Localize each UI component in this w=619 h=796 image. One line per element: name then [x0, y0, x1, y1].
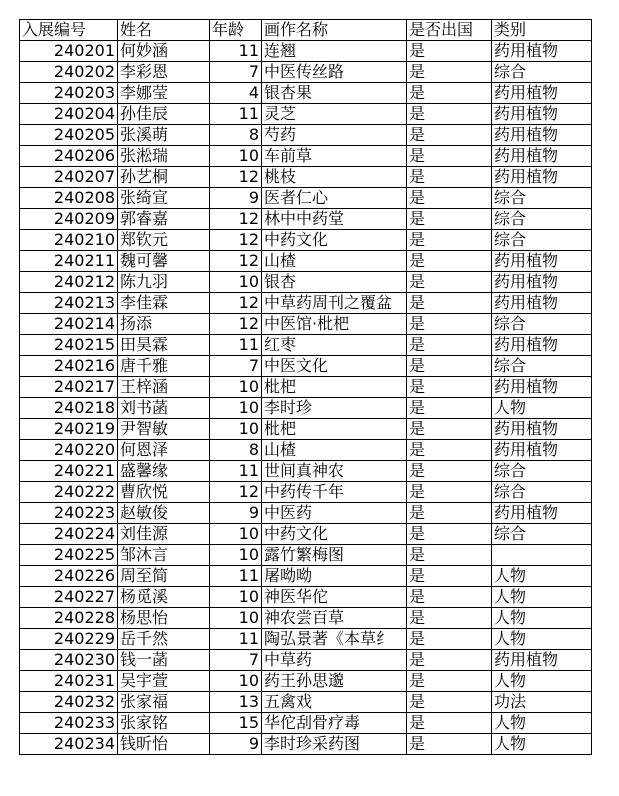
cell-title: 中草药周刊之覆盆: [262, 293, 407, 314]
table-row: [20, 440, 592, 461]
cell-name: 张溪萌: [118, 125, 210, 146]
cell-category: 综合: [492, 356, 592, 377]
cell-title: 灵芝: [262, 104, 407, 125]
cell-category: 综合: [492, 461, 592, 482]
cell-abroad: 是: [407, 524, 492, 545]
cell-id: 240216: [20, 356, 118, 377]
table-row: [20, 566, 592, 587]
cell-category: 药用植物: [492, 125, 592, 146]
cell-name: 周至简: [118, 566, 210, 587]
cell-age: 10: [210, 377, 262, 398]
cell-category: 人物: [492, 629, 592, 650]
cell-title: 药王孙思邈: [262, 671, 407, 692]
cell-name: 盛馨缘: [118, 461, 210, 482]
cell-age: 13: [210, 692, 262, 713]
table-row: [20, 356, 592, 377]
cell-id: 240212: [20, 272, 118, 293]
cell-id: 240219: [20, 419, 118, 440]
cell-title: 红枣: [262, 335, 407, 356]
table-row: [20, 377, 592, 398]
cell-title: 银杏果: [262, 83, 407, 104]
cell-title: 芍药: [262, 125, 407, 146]
cell-category: 综合: [492, 209, 592, 230]
cell-id: 240230: [20, 650, 118, 671]
cell-name: 魏可馨: [118, 251, 210, 272]
cell-name: 吴宇萱: [118, 671, 210, 692]
table-row: [20, 587, 592, 608]
cell-id: 240208: [20, 188, 118, 209]
cell-age: 10: [210, 587, 262, 608]
cell-name: 张家福: [118, 692, 210, 713]
cell-category: 药用植物: [492, 104, 592, 125]
cell-title: 五禽戏: [262, 692, 407, 713]
cell-abroad: 是: [407, 356, 492, 377]
cell-name: 孙艺桐: [118, 167, 210, 188]
cell-id: 240225: [20, 545, 118, 566]
cell-category: 人物: [492, 587, 592, 608]
table-row: [20, 104, 592, 125]
cell-age: 7: [210, 62, 262, 83]
cell-id: 240203: [20, 83, 118, 104]
cell-title: 车前草: [262, 146, 407, 167]
table-row: [20, 188, 592, 209]
table-row: [20, 62, 592, 83]
cell-age: 10: [210, 524, 262, 545]
table-row: [20, 251, 592, 272]
cell-category: 药用植物: [492, 83, 592, 104]
cell-title: 医者仁心: [262, 188, 407, 209]
cell-abroad: 是: [407, 272, 492, 293]
cell-age: 11: [210, 41, 262, 62]
cell-name: 尹智敏: [118, 419, 210, 440]
cell-id: 240217: [20, 377, 118, 398]
cell-abroad: 是: [407, 440, 492, 461]
header-row: [20, 20, 592, 41]
cell-id: 240233: [20, 713, 118, 734]
table-row: [20, 83, 592, 104]
table-row: [20, 482, 592, 503]
header-category: 类别: [492, 20, 592, 41]
header-name: 姓名: [118, 20, 210, 41]
cell-name: 陈九羽: [118, 272, 210, 293]
cell-abroad: 是: [407, 377, 492, 398]
cell-age: 10: [210, 146, 262, 167]
cell-abroad: 是: [407, 398, 492, 419]
cell-id: 240214: [20, 314, 118, 335]
cell-id: 240215: [20, 335, 118, 356]
cell-age: 15: [210, 713, 262, 734]
cell-title: 中医文化: [262, 356, 407, 377]
cell-category: 药用植物: [492, 293, 592, 314]
cell-age: 7: [210, 650, 262, 671]
cell-title: 桃枝: [262, 167, 407, 188]
cell-abroad: 是: [407, 293, 492, 314]
table-row: [20, 419, 592, 440]
cell-id: 240210: [20, 230, 118, 251]
cell-id: 240232: [20, 692, 118, 713]
cell-abroad: 是: [407, 734, 492, 755]
table-row: [20, 41, 592, 62]
cell-category: 人物: [492, 734, 592, 755]
header-age: 年龄: [210, 20, 262, 41]
cell-age: 12: [210, 251, 262, 272]
cell-category: 综合: [492, 314, 592, 335]
cell-title: 神农尝百草: [262, 608, 407, 629]
cell-category: 综合: [492, 62, 592, 83]
cell-id: 240213: [20, 293, 118, 314]
cell-category: 功法: [492, 692, 592, 713]
cell-name: 郑钦元: [118, 230, 210, 251]
cell-name: 曹欣悦: [118, 482, 210, 503]
cell-category: 药用植物: [492, 419, 592, 440]
cell-abroad: 是: [407, 608, 492, 629]
cell-title: 连翘: [262, 41, 407, 62]
table-row: [20, 293, 592, 314]
cell-id: 240231: [20, 671, 118, 692]
cell-id: 240211: [20, 251, 118, 272]
cell-age: 8: [210, 440, 262, 461]
table-row: [20, 461, 592, 482]
cell-category: 药用植物: [492, 335, 592, 356]
cell-category: [492, 545, 592, 566]
cell-id: 240229: [20, 629, 118, 650]
cell-abroad: 是: [407, 146, 492, 167]
cell-title: 林中中药堂: [262, 209, 407, 230]
cell-age: 11: [210, 566, 262, 587]
cell-name: 郭睿嘉: [118, 209, 210, 230]
cell-category: 药用植物: [492, 146, 592, 167]
cell-abroad: 是: [407, 692, 492, 713]
cell-abroad: 是: [407, 314, 492, 335]
cell-title: 山楂: [262, 251, 407, 272]
cell-abroad: 是: [407, 167, 492, 188]
cell-age: 11: [210, 104, 262, 125]
cell-abroad: 是: [407, 650, 492, 671]
cell-age: 10: [210, 272, 262, 293]
cell-name: 李娜莹: [118, 83, 210, 104]
header-title: 画作名称: [262, 20, 407, 41]
cell-abroad: 是: [407, 188, 492, 209]
table-row: [20, 608, 592, 629]
table-row: [20, 524, 592, 545]
cell-age: 12: [210, 209, 262, 230]
cell-abroad: 是: [407, 482, 492, 503]
cell-id: 240207: [20, 167, 118, 188]
cell-title: 露竹繁梅图: [262, 545, 407, 566]
cell-abroad: 是: [407, 209, 492, 230]
cell-abroad: 是: [407, 125, 492, 146]
cell-age: 11: [210, 335, 262, 356]
cell-id: 240234: [20, 734, 118, 755]
cell-category: 人物: [492, 713, 592, 734]
cell-category: 药用植物: [492, 650, 592, 671]
cell-category: 药用植物: [492, 272, 592, 293]
cell-name: 李佳霖: [118, 293, 210, 314]
cell-abroad: 是: [407, 566, 492, 587]
table-row: [20, 671, 592, 692]
cell-age: 12: [210, 482, 262, 503]
cell-age: 10: [210, 671, 262, 692]
cell-title: 枇杷: [262, 419, 407, 440]
cell-abroad: 是: [407, 461, 492, 482]
cell-age: 12: [210, 314, 262, 335]
cell-name: 钱昕怡: [118, 734, 210, 755]
cell-category: 药用植物: [492, 440, 592, 461]
cell-name: 赵敏俊: [118, 503, 210, 524]
cell-name: 张家铭: [118, 713, 210, 734]
cell-name: 王梓涵: [118, 377, 210, 398]
table-row: [20, 335, 592, 356]
cell-category: 综合: [492, 188, 592, 209]
cell-category: 人物: [492, 608, 592, 629]
cell-id: 240220: [20, 440, 118, 461]
cell-category: 人物: [492, 566, 592, 587]
cell-name: 杨思怡: [118, 608, 210, 629]
cell-title: 中医药: [262, 503, 407, 524]
cell-id: 240224: [20, 524, 118, 545]
cell-age: 12: [210, 293, 262, 314]
cell-name: 杨觅溪: [118, 587, 210, 608]
cell-id: 240209: [20, 209, 118, 230]
cell-id: 240223: [20, 503, 118, 524]
cell-name: 张绮宣: [118, 188, 210, 209]
cell-age: 12: [210, 230, 262, 251]
cell-title: 神医华佗: [262, 587, 407, 608]
cell-title: 中医馆·枇杷: [262, 314, 407, 335]
table-row: [20, 713, 592, 734]
cell-category: 综合: [492, 482, 592, 503]
cell-abroad: 是: [407, 629, 492, 650]
cell-abroad: 是: [407, 419, 492, 440]
table-row: [20, 650, 592, 671]
exhibit-table: [19, 19, 592, 755]
cell-title: 中药传千年: [262, 482, 407, 503]
cell-id: 240221: [20, 461, 118, 482]
cell-id: 240228: [20, 608, 118, 629]
cell-id: 240218: [20, 398, 118, 419]
cell-age: 9: [210, 734, 262, 755]
cell-id: 240226: [20, 566, 118, 587]
cell-id: 240222: [20, 482, 118, 503]
cell-title: 银杏: [262, 272, 407, 293]
cell-id: 240206: [20, 146, 118, 167]
cell-abroad: 是: [407, 713, 492, 734]
table-row: [20, 125, 592, 146]
cell-abroad: 是: [407, 104, 492, 125]
table-row: [20, 734, 592, 755]
cell-title: 中医传丝路: [262, 62, 407, 83]
cell-name: 扬添: [118, 314, 210, 335]
cell-category: 人物: [492, 671, 592, 692]
cell-title: 中药文化: [262, 524, 407, 545]
cell-title: 李时珍采药图: [262, 734, 407, 755]
table-row: [20, 692, 592, 713]
cell-category: 药用植物: [492, 377, 592, 398]
cell-name: 何妙涵: [118, 41, 210, 62]
cell-title: 中药文化: [262, 230, 407, 251]
cell-title: 李时珍: [262, 398, 407, 419]
cell-title: 山楂: [262, 440, 407, 461]
cell-category: 人物: [492, 398, 592, 419]
cell-age: 10: [210, 398, 262, 419]
cell-id: 240205: [20, 125, 118, 146]
table-row: [20, 146, 592, 167]
cell-name: 钱一菡: [118, 650, 210, 671]
cell-abroad: 是: [407, 62, 492, 83]
cell-id: 240202: [20, 62, 118, 83]
cell-name: 刘佳源: [118, 524, 210, 545]
table-row: [20, 167, 592, 188]
cell-age: 10: [210, 545, 262, 566]
cell-abroad: 是: [407, 230, 492, 251]
cell-name: 邹沐言: [118, 545, 210, 566]
cell-name: 刘书菡: [118, 398, 210, 419]
cell-category: 综合: [492, 524, 592, 545]
cell-age: 10: [210, 419, 262, 440]
cell-abroad: 是: [407, 671, 492, 692]
cell-abroad: 是: [407, 335, 492, 356]
cell-abroad: 是: [407, 41, 492, 62]
cell-title: 世间真神农: [262, 461, 407, 482]
cell-name: 田昊霖: [118, 335, 210, 356]
cell-category: 药用植物: [492, 167, 592, 188]
cell-id: 240227: [20, 587, 118, 608]
cell-title: 华佗刮骨疗毒: [262, 713, 407, 734]
cell-age: 12: [210, 167, 262, 188]
table-row: [20, 503, 592, 524]
cell-abroad: 是: [407, 587, 492, 608]
cell-abroad: 是: [407, 503, 492, 524]
cell-name: 唐千雅: [118, 356, 210, 377]
cell-name: 李彩恩: [118, 62, 210, 83]
header-abroad: 是否出国: [407, 20, 492, 41]
header-id: 入展编号: [20, 20, 118, 41]
cell-age: 11: [210, 461, 262, 482]
table-row: [20, 272, 592, 293]
table-row: [20, 314, 592, 335]
cell-age: 4: [210, 83, 262, 104]
table-row: [20, 398, 592, 419]
table-row: [20, 629, 592, 650]
cell-title: 陶弘景著《本草纟: [262, 629, 407, 650]
cell-category: 药用植物: [492, 503, 592, 524]
cell-category: 药用植物: [492, 251, 592, 272]
cell-name: 岳千然: [118, 629, 210, 650]
cell-age: 9: [210, 503, 262, 524]
cell-age: 9: [210, 188, 262, 209]
cell-age: 8: [210, 125, 262, 146]
cell-abroad: 是: [407, 251, 492, 272]
cell-abroad: 是: [407, 545, 492, 566]
cell-age: 10: [210, 608, 262, 629]
table-row: [20, 209, 592, 230]
table-row: [20, 545, 592, 566]
cell-title: 屠呦呦: [262, 566, 407, 587]
cell-name: 张淞瑞: [118, 146, 210, 167]
cell-age: 7: [210, 356, 262, 377]
cell-title: 中草药: [262, 650, 407, 671]
cell-category: 药用植物: [492, 41, 592, 62]
cell-category: 综合: [492, 230, 592, 251]
cell-id: 240201: [20, 41, 118, 62]
cell-age: 11: [210, 629, 262, 650]
cell-name: 孙佳辰: [118, 104, 210, 125]
table-row: [20, 230, 592, 251]
cell-id: 240204: [20, 104, 118, 125]
cell-abroad: 是: [407, 83, 492, 104]
cell-title: 枇杷: [262, 377, 407, 398]
cell-name: 何恩泽: [118, 440, 210, 461]
